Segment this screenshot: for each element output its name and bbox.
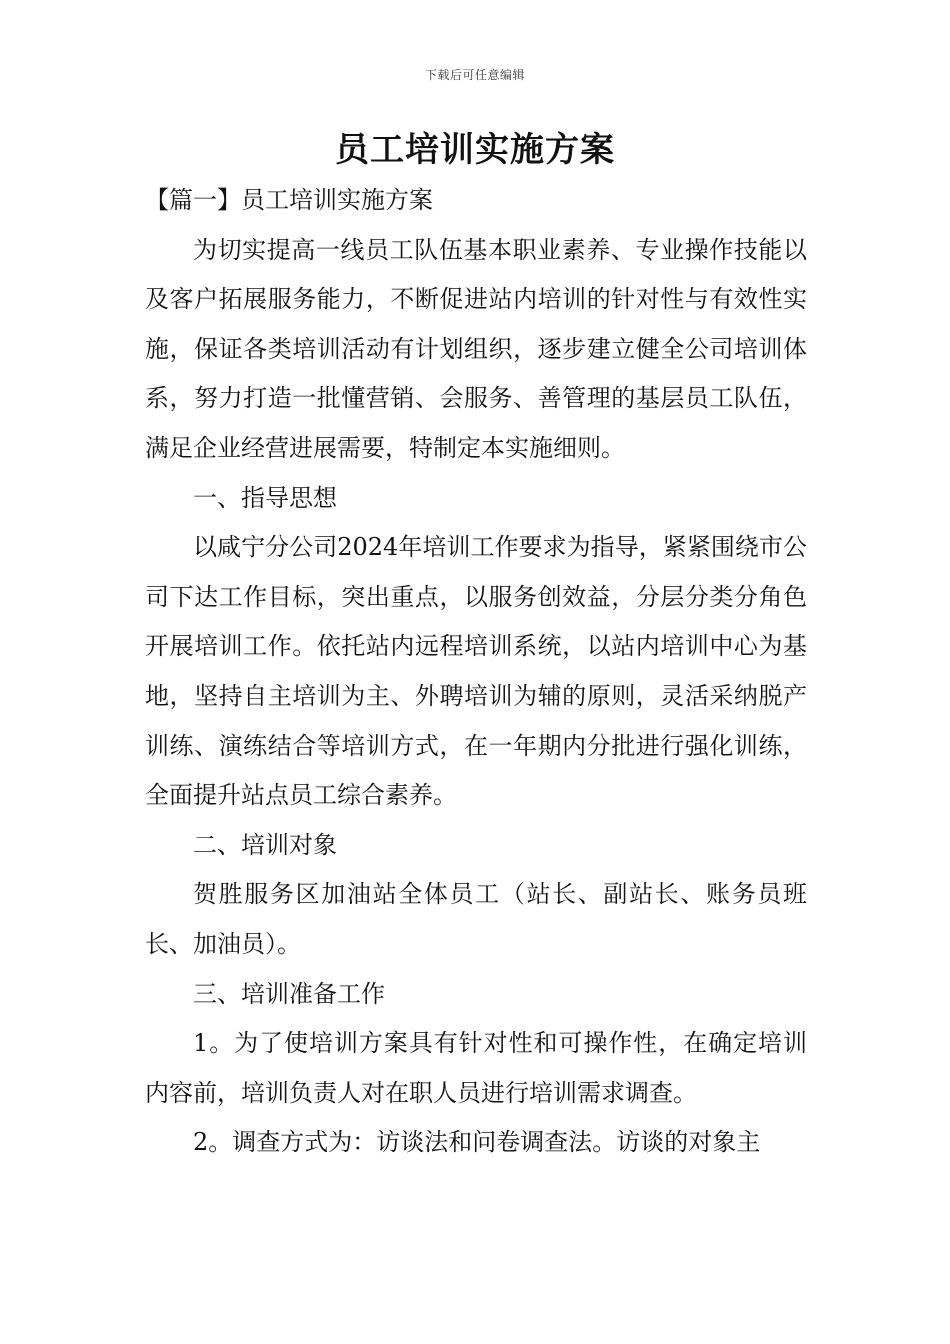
header-note: 下载后可任意编辑 bbox=[424, 68, 525, 82]
paragraph-preparation-1: 1。为了使培训方案具有针对性和可操作性，在确定培训内容前，培训负责人对在职人员进行培训需求调查。 bbox=[145, 1029, 807, 1107]
paragraph-preparation-2: 2。调查方式为：访谈法和问卷调查法。访谈的对象主 bbox=[193, 1128, 761, 1157]
heading-guiding-ideology: 一、指导思想 bbox=[193, 483, 337, 512]
section-subtitle: 【篇一】员工培训实施方案 bbox=[145, 186, 433, 214]
paragraph-guiding-ideology: 以咸宁分公司2024年培训工作要求为指导，紧紧围绕市公司下达工作目标，突出重点，以服务创效益，分层分类分角色开展培训工作。依托站内远程培训系统，以站内培训中心为基地，坚持自主培训为主、外聘培训为辅的原则，灵活采纳脱产训练、演练结合等培训方式，在一年期内分批进行强化训练，全面提升站点员工综合素养。 bbox=[145, 533, 807, 810]
document-body bbox=[145, 176, 807, 1168]
heading-preparation: 三、培训准备工作 bbox=[193, 979, 385, 1008]
heading-training-targets: 二、培训对象 bbox=[193, 830, 337, 859]
paragraph-intro: 为切实提高一线员工队伍基本职业素养、专业操作技能以及客户拓展服务能力，不断促进站内培训的针对性与有效性实施，保证各类培训活动有计划组织，逐步建立健全公司培训体系，努力打造一批懂营销、会服务、善管理的基层员工队伍，满足企业经营进展需要，特制定本实施细则。 bbox=[145, 235, 807, 462]
document-title: 员工培训实施方案 bbox=[335, 130, 615, 170]
paragraph-training-targets: 贺胜服务区加油站全体员工（站长、副站长、账务员班长、加油员）。 bbox=[145, 880, 807, 958]
